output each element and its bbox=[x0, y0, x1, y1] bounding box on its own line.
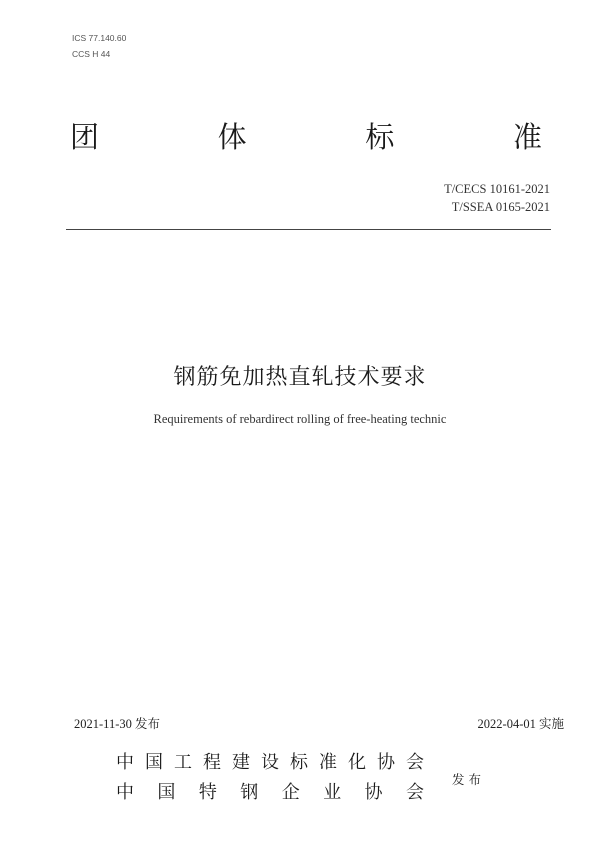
publisher-char: 程 bbox=[203, 752, 221, 773]
ccs-code: CCS H 44 bbox=[72, 49, 111, 59]
publish-date: 2021-11-30 发布 bbox=[74, 717, 160, 731]
document-title-cn: 钢筋免加热直轧技术要求 bbox=[173, 365, 427, 390]
standard-type-heading bbox=[70, 115, 542, 156]
publisher-char: 准 bbox=[319, 752, 337, 773]
publisher-char: 化 bbox=[348, 752, 366, 773]
publisher-ssea bbox=[116, 778, 424, 808]
publisher-char: 会 bbox=[406, 752, 424, 773]
publisher-char: 中 bbox=[116, 782, 134, 803]
publisher-char: 设 bbox=[261, 752, 279, 773]
standard-type-char: 体 bbox=[217, 120, 247, 154]
implement-date: 2022-04-01 实施 bbox=[477, 717, 564, 731]
publisher-char: 国 bbox=[145, 752, 163, 773]
standard-type-char: 标 bbox=[365, 120, 395, 154]
standard-number-cecs: T/CECS 10161-2021 bbox=[444, 182, 550, 196]
standard-type-char: 团 bbox=[70, 120, 100, 154]
publisher-char: 标 bbox=[290, 752, 308, 773]
publish-label: 发布 bbox=[452, 772, 486, 787]
standard-type-char: 准 bbox=[512, 120, 542, 154]
date-row bbox=[74, 714, 564, 732]
document-title-en: Requirements of rebardirect rolling of free-heating technic bbox=[153, 412, 447, 426]
standard-numbers bbox=[444, 180, 550, 216]
publisher-char: 企 bbox=[281, 782, 300, 803]
publisher-char: 建 bbox=[232, 752, 250, 773]
header-divider bbox=[66, 229, 551, 230]
ics-code: ICS 77.140.60 bbox=[72, 33, 127, 43]
publisher-char: 中 bbox=[116, 752, 134, 773]
publisher-cecs bbox=[116, 748, 424, 778]
publisher-char: 会 bbox=[405, 782, 424, 803]
classification-codes bbox=[72, 30, 126, 62]
publisher-char: 特 bbox=[198, 782, 217, 803]
publisher-char: 协 bbox=[377, 752, 395, 773]
publisher-char: 工 bbox=[174, 752, 192, 773]
publisher-char: 钢 bbox=[240, 782, 259, 803]
publishers-block bbox=[116, 748, 424, 808]
publisher-char: 业 bbox=[323, 782, 342, 803]
publisher-char: 国 bbox=[157, 782, 176, 803]
standard-number-ssea: T/SSEA 0165-2021 bbox=[451, 200, 550, 214]
publisher-char: 协 bbox=[364, 782, 383, 803]
